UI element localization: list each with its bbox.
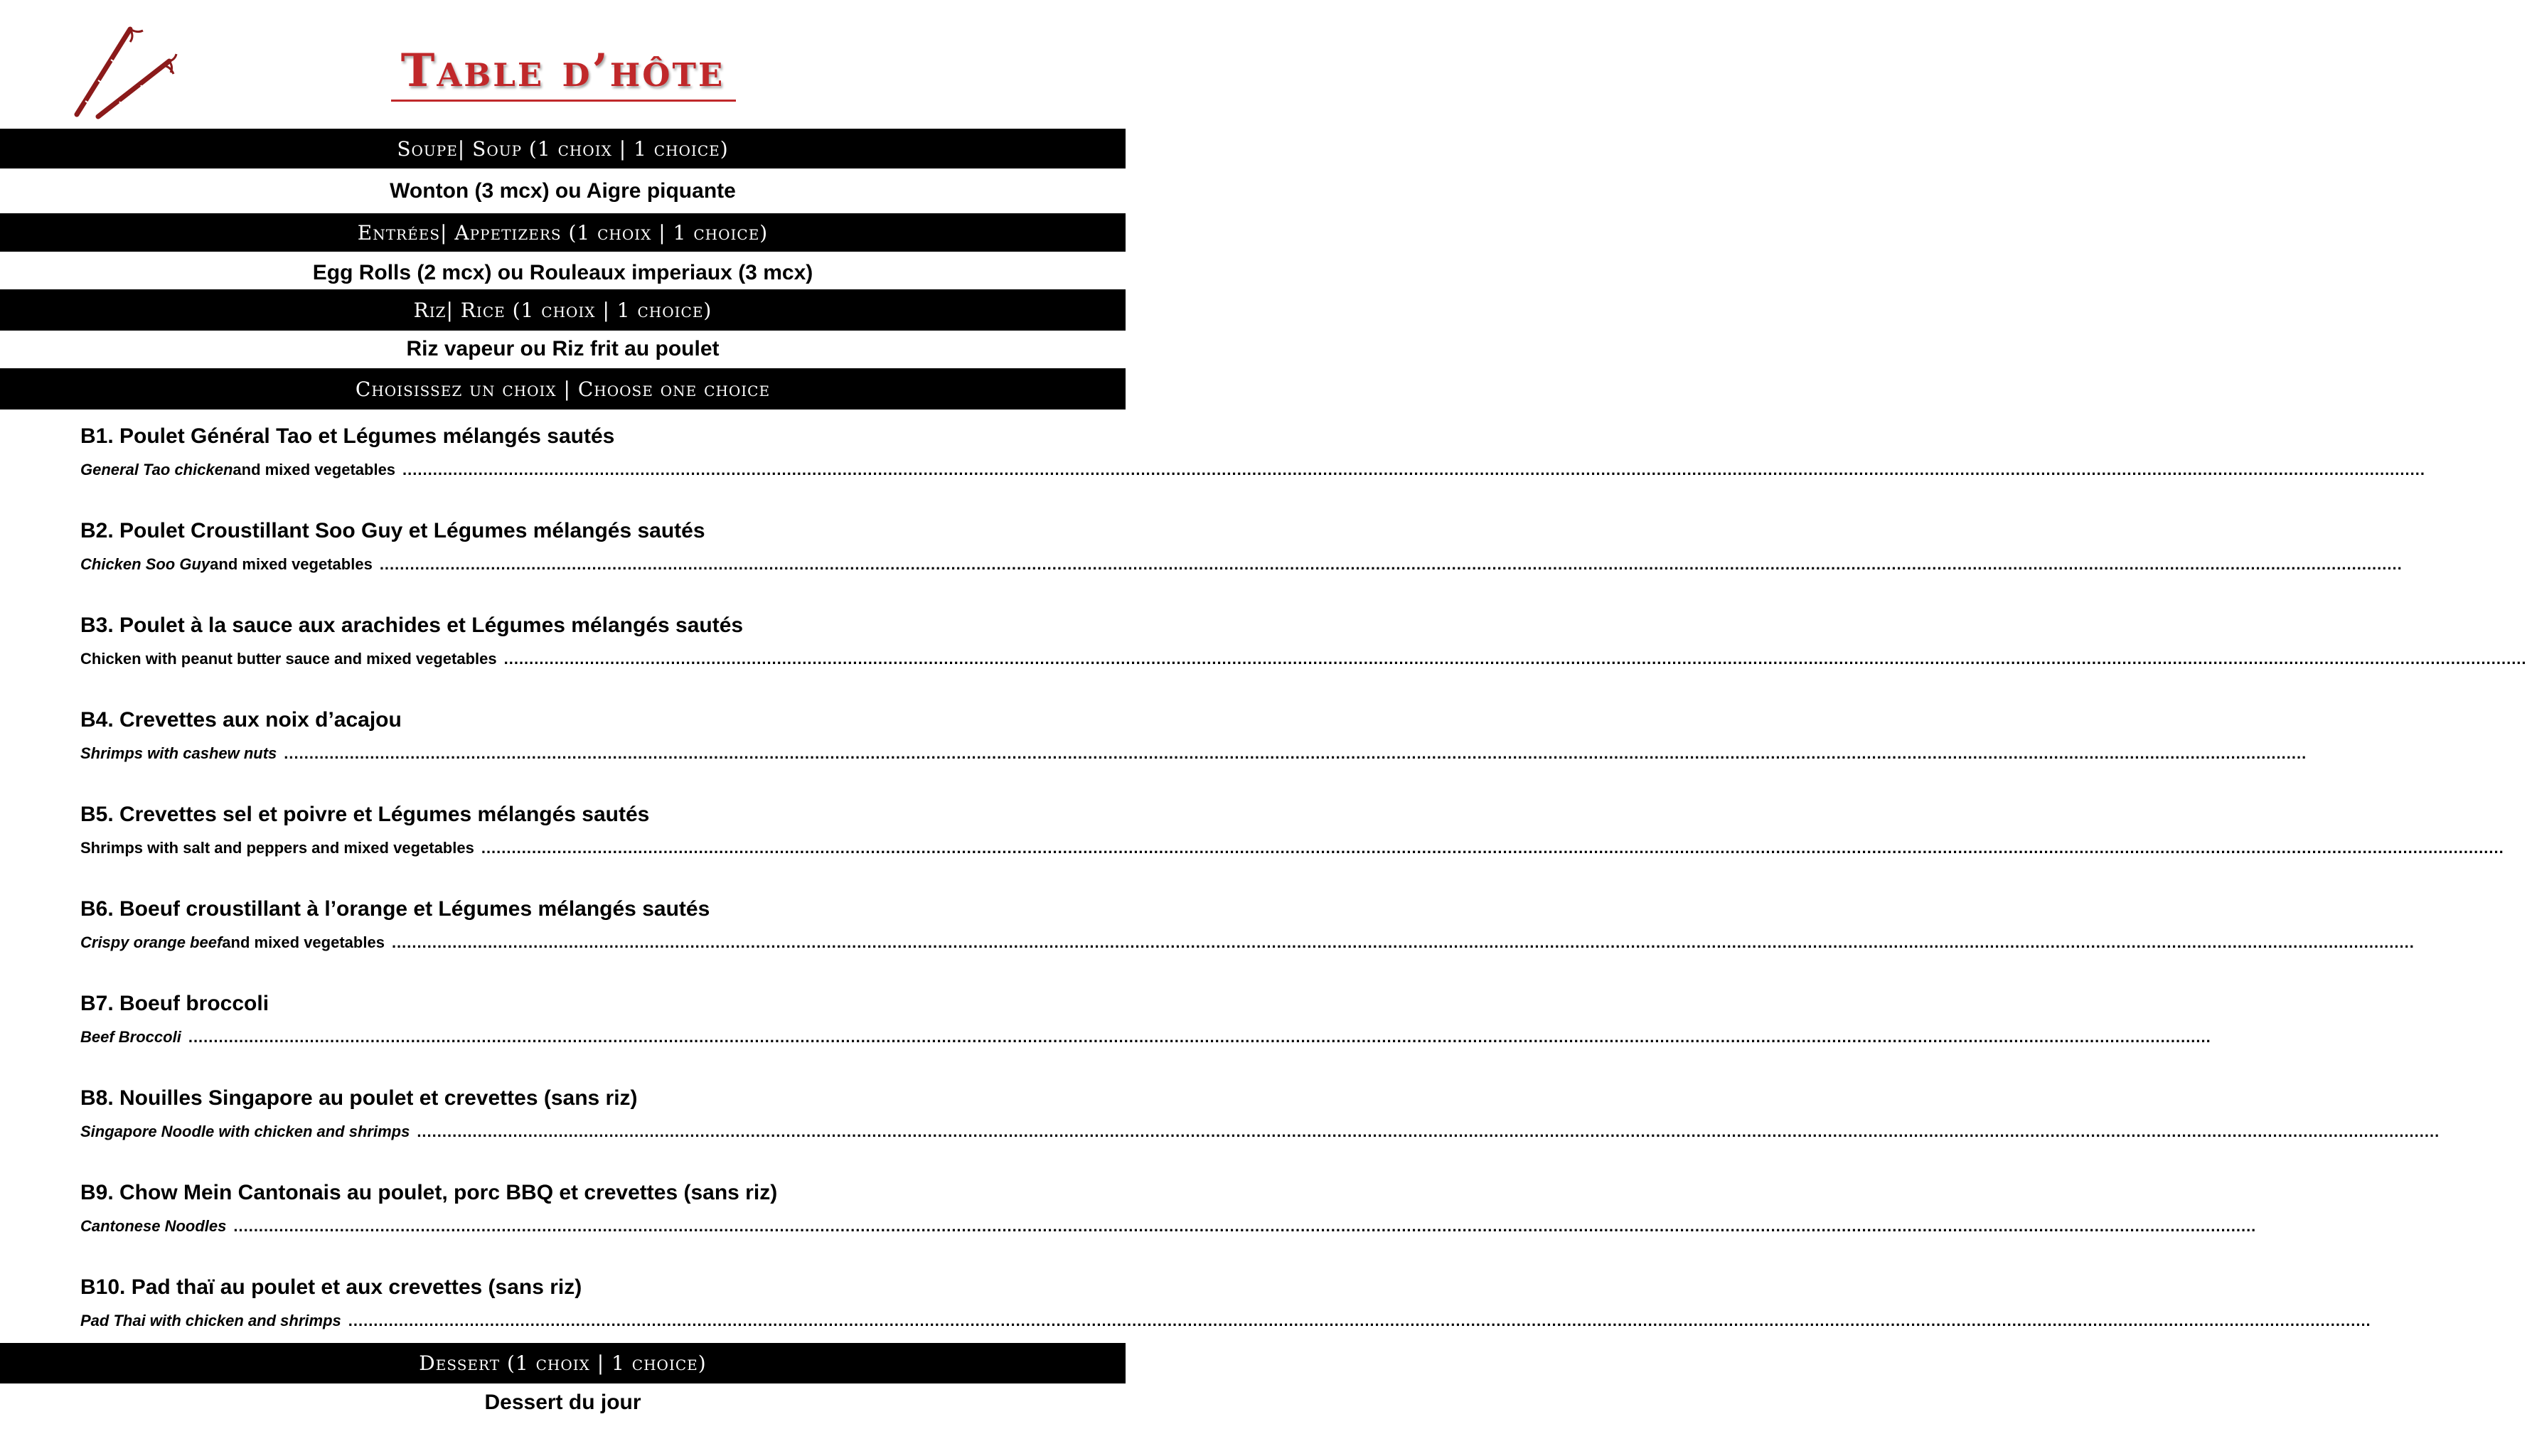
menu-item-desc: Beef Broccoli ................................................................................................................................................................................................................................................................................................................................................................................................................ — [80, 1027, 1062, 1048]
menu-item-desc: Pad Thai with chicken and shrimps ................................................................................................................................................................................................................................................................................................................................................................................................................ — [80, 1310, 1062, 1332]
section-content-dessert: Dessert du jour — [484, 1391, 641, 1414]
leader-dots: ................................................................................................................................................................................................................................................................................................................................................................................................................ — [233, 1217, 2257, 1235]
menu-item-desc: Chicken with peanut butter sauce and mixed vegetables ................................................................................................................................................................................................................................................................................................................................................................................................................ — [80, 648, 1062, 670]
leader-dots: ................................................................................................................................................................................................................................................................................................................................................................................................................ — [348, 1312, 2371, 1329]
menu-item — [80, 1084, 2440, 1142]
menu-item-desc: Cantonese Noodles ................................................................................................................................................................................................................................................................................................................................................................................................................ — [80, 1216, 1062, 1237]
leader-dots: ................................................................................................................................................................................................................................................................................................................................................................................................................ — [481, 839, 2504, 857]
section-content-soup: Wonton (3 mcx) ou Aigre piquante — [390, 179, 736, 203]
leader-dots: ................................................................................................................................................................................................................................................................................................................................................................................................................ — [391, 933, 2415, 951]
leader-dots: ................................................................................................................................................................................................................................................................................................................................................................................................................ — [188, 1028, 2211, 1046]
leader-dots: ................................................................................................................................................................................................................................................................................................................................................................................................................ — [402, 461, 2425, 478]
leader-dots: ................................................................................................................................................................................................................................................................................................................................................................................................................ — [503, 650, 2527, 668]
section-header-rice: Riz| Rice (1 choix | 1 choice) — [0, 289, 1126, 331]
menu-item — [80, 801, 2504, 859]
menu-item-desc: Chicken Soo Guy and mixed vegetables ................................................................................................................................................................................................................................................................................................................................................................................................................ — [80, 554, 1062, 575]
section-content-rice: Riz vapeur ou Riz frit au poulet — [406, 337, 720, 360]
leader-dots: ................................................................................................................................................................................................................................................................................................................................................................................................................ — [417, 1123, 2440, 1140]
leader-dots: ................................................................................................................................................................................................................................................................................................................................................................................................................ — [379, 555, 2403, 573]
section-header-dessert: Dessert (1 choix | 1 choice) — [0, 1343, 1126, 1383]
section-header-mains: Choisissez un choix | Choose one choice — [0, 368, 1126, 410]
menu-item — [80, 1273, 2371, 1332]
leader-dots: ................................................................................................................................................................................................................................................................................................................................................................................................................ — [284, 744, 2307, 762]
menu-item — [80, 422, 2425, 481]
menu-item — [80, 1179, 2257, 1237]
menu-item-name: B1. Poulet Général Tao et Légumes mélangés sautés — [80, 424, 615, 448]
menu-item-name: B9. Chow Mein Cantonais au poulet, porc BBQ et crevettes (sans riz) — [80, 1181, 778, 1204]
menu-item — [80, 895, 2415, 953]
menu-item — [80, 611, 2527, 670]
menu-item-name: B2. Poulet Croustillant Soo Guy et Légumes mélangés sautés — [80, 519, 705, 542]
menu-item-name: B7. Boeuf broccoli — [80, 992, 269, 1015]
menu-item-desc: Shrimps with salt and peppers and mixed vegetables ................................................................................................................................................................................................................................................................................................................................................................................................................ — [80, 837, 1062, 859]
menu-item-desc: Singapore Noodle with chicken and shrimps ................................................................................................................................................................................................................................................................................................................................................................................................................ — [80, 1121, 1062, 1142]
section-header-appetizers: Entrées| Appetizers (1 choix | 1 choice) — [0, 213, 1126, 252]
menu-item-name: B5. Crevettes sel et poivre et Légumes mélangés sautés — [80, 803, 650, 826]
menu-item — [80, 706, 2307, 764]
section-content-appetizers: Egg Rolls (2 mcx) ou Rouleaux imperiaux (3 mcx) — [312, 261, 813, 284]
menu-item-desc: Shrimps with cashew nuts ................................................................................................................................................................................................................................................................................................................................................................................................................ — [80, 743, 1062, 764]
menu-item-desc: Crispy orange beef and mixed vegetables ................................................................................................................................................................................................................................................................................................................................................................................................................ — [80, 932, 1062, 953]
menu-item-name: B6. Boeuf croustillant à l’orange et Légumes mélangés sautés — [80, 897, 710, 921]
menu-item-name: B3. Poulet à la sauce aux arachides et Légumes mélangés sautés — [80, 614, 744, 637]
menu-item-name: B8. Nouilles Singapore au poulet et crevettes (sans riz) — [80, 1086, 638, 1110]
page-title: Table d’hôte — [400, 44, 725, 97]
menu-item-desc: General Tao chicken and mixed vegetables ................................................................................................................................................................................................................................................................................................................................................................................................................ — [80, 459, 1062, 481]
section-header-soup: Soupe| Soup (1 choix | 1 choice) — [0, 129, 1126, 168]
menu-item — [80, 990, 2211, 1048]
menu-item — [80, 517, 2403, 575]
menu-item-name: B10. Pad thaï au poulet et aux crevettes (sans riz) — [80, 1275, 582, 1299]
menu-item-name: B4. Crevettes aux noix d’acajou — [80, 708, 402, 732]
title-underline — [391, 100, 736, 102]
